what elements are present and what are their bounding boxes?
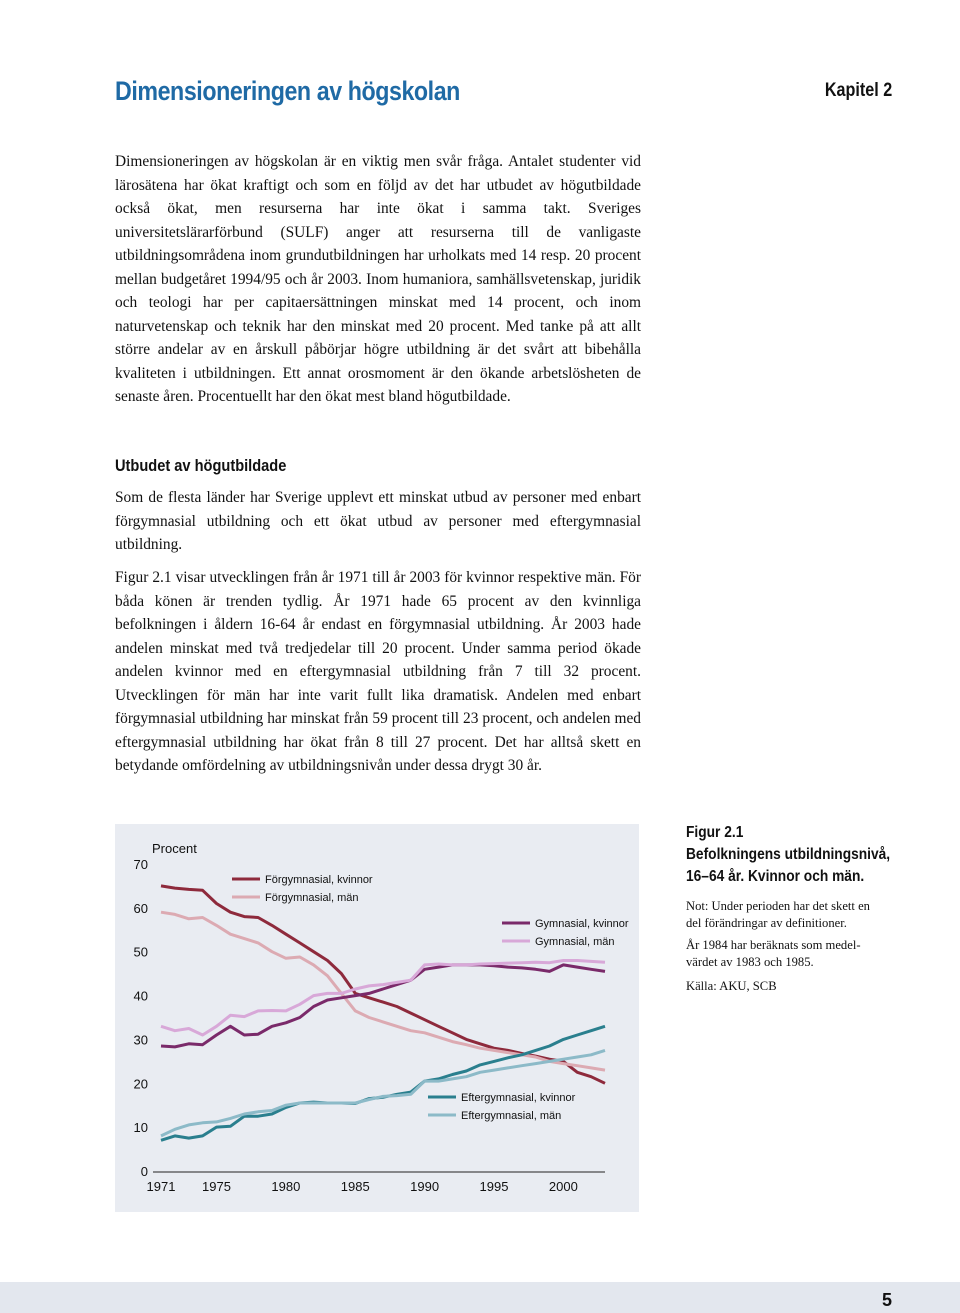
chapter-label: Kapitel 2 (824, 80, 892, 101)
y-tick-label: 50 (133, 944, 148, 960)
y-tick-label: 30 (133, 1032, 148, 1048)
y-tick-label: 20 (133, 1076, 148, 1092)
legend-gymnasial-label: Gymnasial, män (535, 936, 615, 948)
education-line-chart (115, 824, 639, 1212)
body-paragraph-2: Som de flesta länder har Sverige upplevt ett minskat utbud av personer med enbart förgymnasial utbildning och ett ökat utbud av personer med eftergymnasial utbildning. (115, 489, 641, 553)
page-number: 5 (881, 1290, 892, 1310)
body-paragraph-3: Figur 2.1 visar utvecklingen från år 1971 till år 2003 för kvinnor respektive män. För båda könen är trenden tydlig. År 1971 hade 65 procent av den kvinnliga befolkningen i åldern 16-64 år endast en förgymnasial utbildning. År 2003 hade andelen minskat med två tredjedelar till 20 procent. Under samma period ökade andelen kvinnor med en eftergymnasial utbildning från 7 till 32 procent. Utvecklingen för män har inte varit fullt lika dramatisk. Andelen med enbart förgymnasial utbildning har minskat från 59 procent till 23 procent, och andelen med eftergymnasial utbildning har ökat från 8 till 27 procent. Det har alltså skett en betydande omfördelning av utbildningsnivån under dessa drygt 30 år. (115, 569, 641, 774)
y-tick-label: 0 (140, 1164, 148, 1179)
series-line-4 (161, 961, 605, 1036)
page-footer-bar (0, 1282, 960, 1313)
x-tick-label: 1980 (271, 1179, 301, 1194)
x-tick-label: 1971 (146, 1179, 176, 1194)
figure-title-line2: 16–64 år. Kvinnor och män. (686, 868, 865, 885)
series-line-3 (161, 965, 605, 1047)
figure-note-2: År 1984 har beräknats som medelvärdet av 1983 och 1985. (686, 938, 861, 969)
figure-note: Not: Under perioden har det skett en del förändringar av definitioner. (686, 899, 870, 930)
legend-forgymnasial-label: Förgymnasial, kvinnor (265, 874, 373, 886)
y-axis-label: Procent (152, 841, 197, 856)
legend-forgymnasial-label: Förgymnasial, män (265, 892, 359, 904)
x-tick-label: 2000 (548, 1179, 578, 1194)
chart-panel (115, 824, 639, 1212)
y-tick-label: 70 (133, 857, 148, 872)
legend-gymnasial-label: Gymnasial, kvinnor (535, 918, 629, 930)
figure-source: Källa: AKU, SCB (686, 979, 777, 993)
figure-caption (686, 822, 896, 995)
x-tick-label: 1975 (202, 1179, 231, 1194)
figure-label: Figur 2.1 (686, 824, 744, 841)
x-tick-label: 1995 (479, 1179, 509, 1194)
intro-paragraph: Dimensioneringen av högskolan är en viktig men svår fråga. Antalet studenter vid lärosätena har ökat kraftigt och som en följd av det har utbudet av högutbildade också ökat, men resurserna har inte ökat i samma takt. Sveriges universitetslärarförbund (SULF) anger att resurserna till de vanligaste utbildningsområdena inom grundutbildningen har urholkats med 14 resp. 20 procent mellan budgetåret 1994/95 och år 2003. Inom humaniora, samhällsvetenskap, juridik och teologi har per capitaersättningen minskat med 14 procent, och inom naturvetenskap och teknik har den minskat med 20 procent. Med tanke på att allt större andelar av en årskull påbörjar högre utbildning är det svårt att bibehålla kvaliteten i utbildningen. Ett annat orosmoment är den ökande arbetslösheten de senaste åren. Procentuellt har den ökat mest bland högutbildade. (115, 153, 641, 405)
x-tick-label: 1990 (410, 1179, 440, 1194)
figure-title-line1: Befolkningens utbildningsnivå, (686, 846, 891, 863)
legend-eftergymnasial-label: Eftergymnasial, män (461, 1110, 562, 1122)
y-tick-label: 10 (133, 1120, 148, 1136)
page-title: Dimensioneringen av högskolan (115, 76, 460, 106)
series-line-5 (161, 1026, 605, 1140)
legend-eftergymnasial-label: Eftergymnasial, kvinnor (461, 1092, 576, 1104)
x-tick-label: 1985 (340, 1179, 370, 1194)
section-heading: Utbudet av högutbildade (115, 456, 287, 475)
y-tick-label: 60 (133, 900, 148, 916)
y-tick-label: 40 (133, 988, 148, 1004)
